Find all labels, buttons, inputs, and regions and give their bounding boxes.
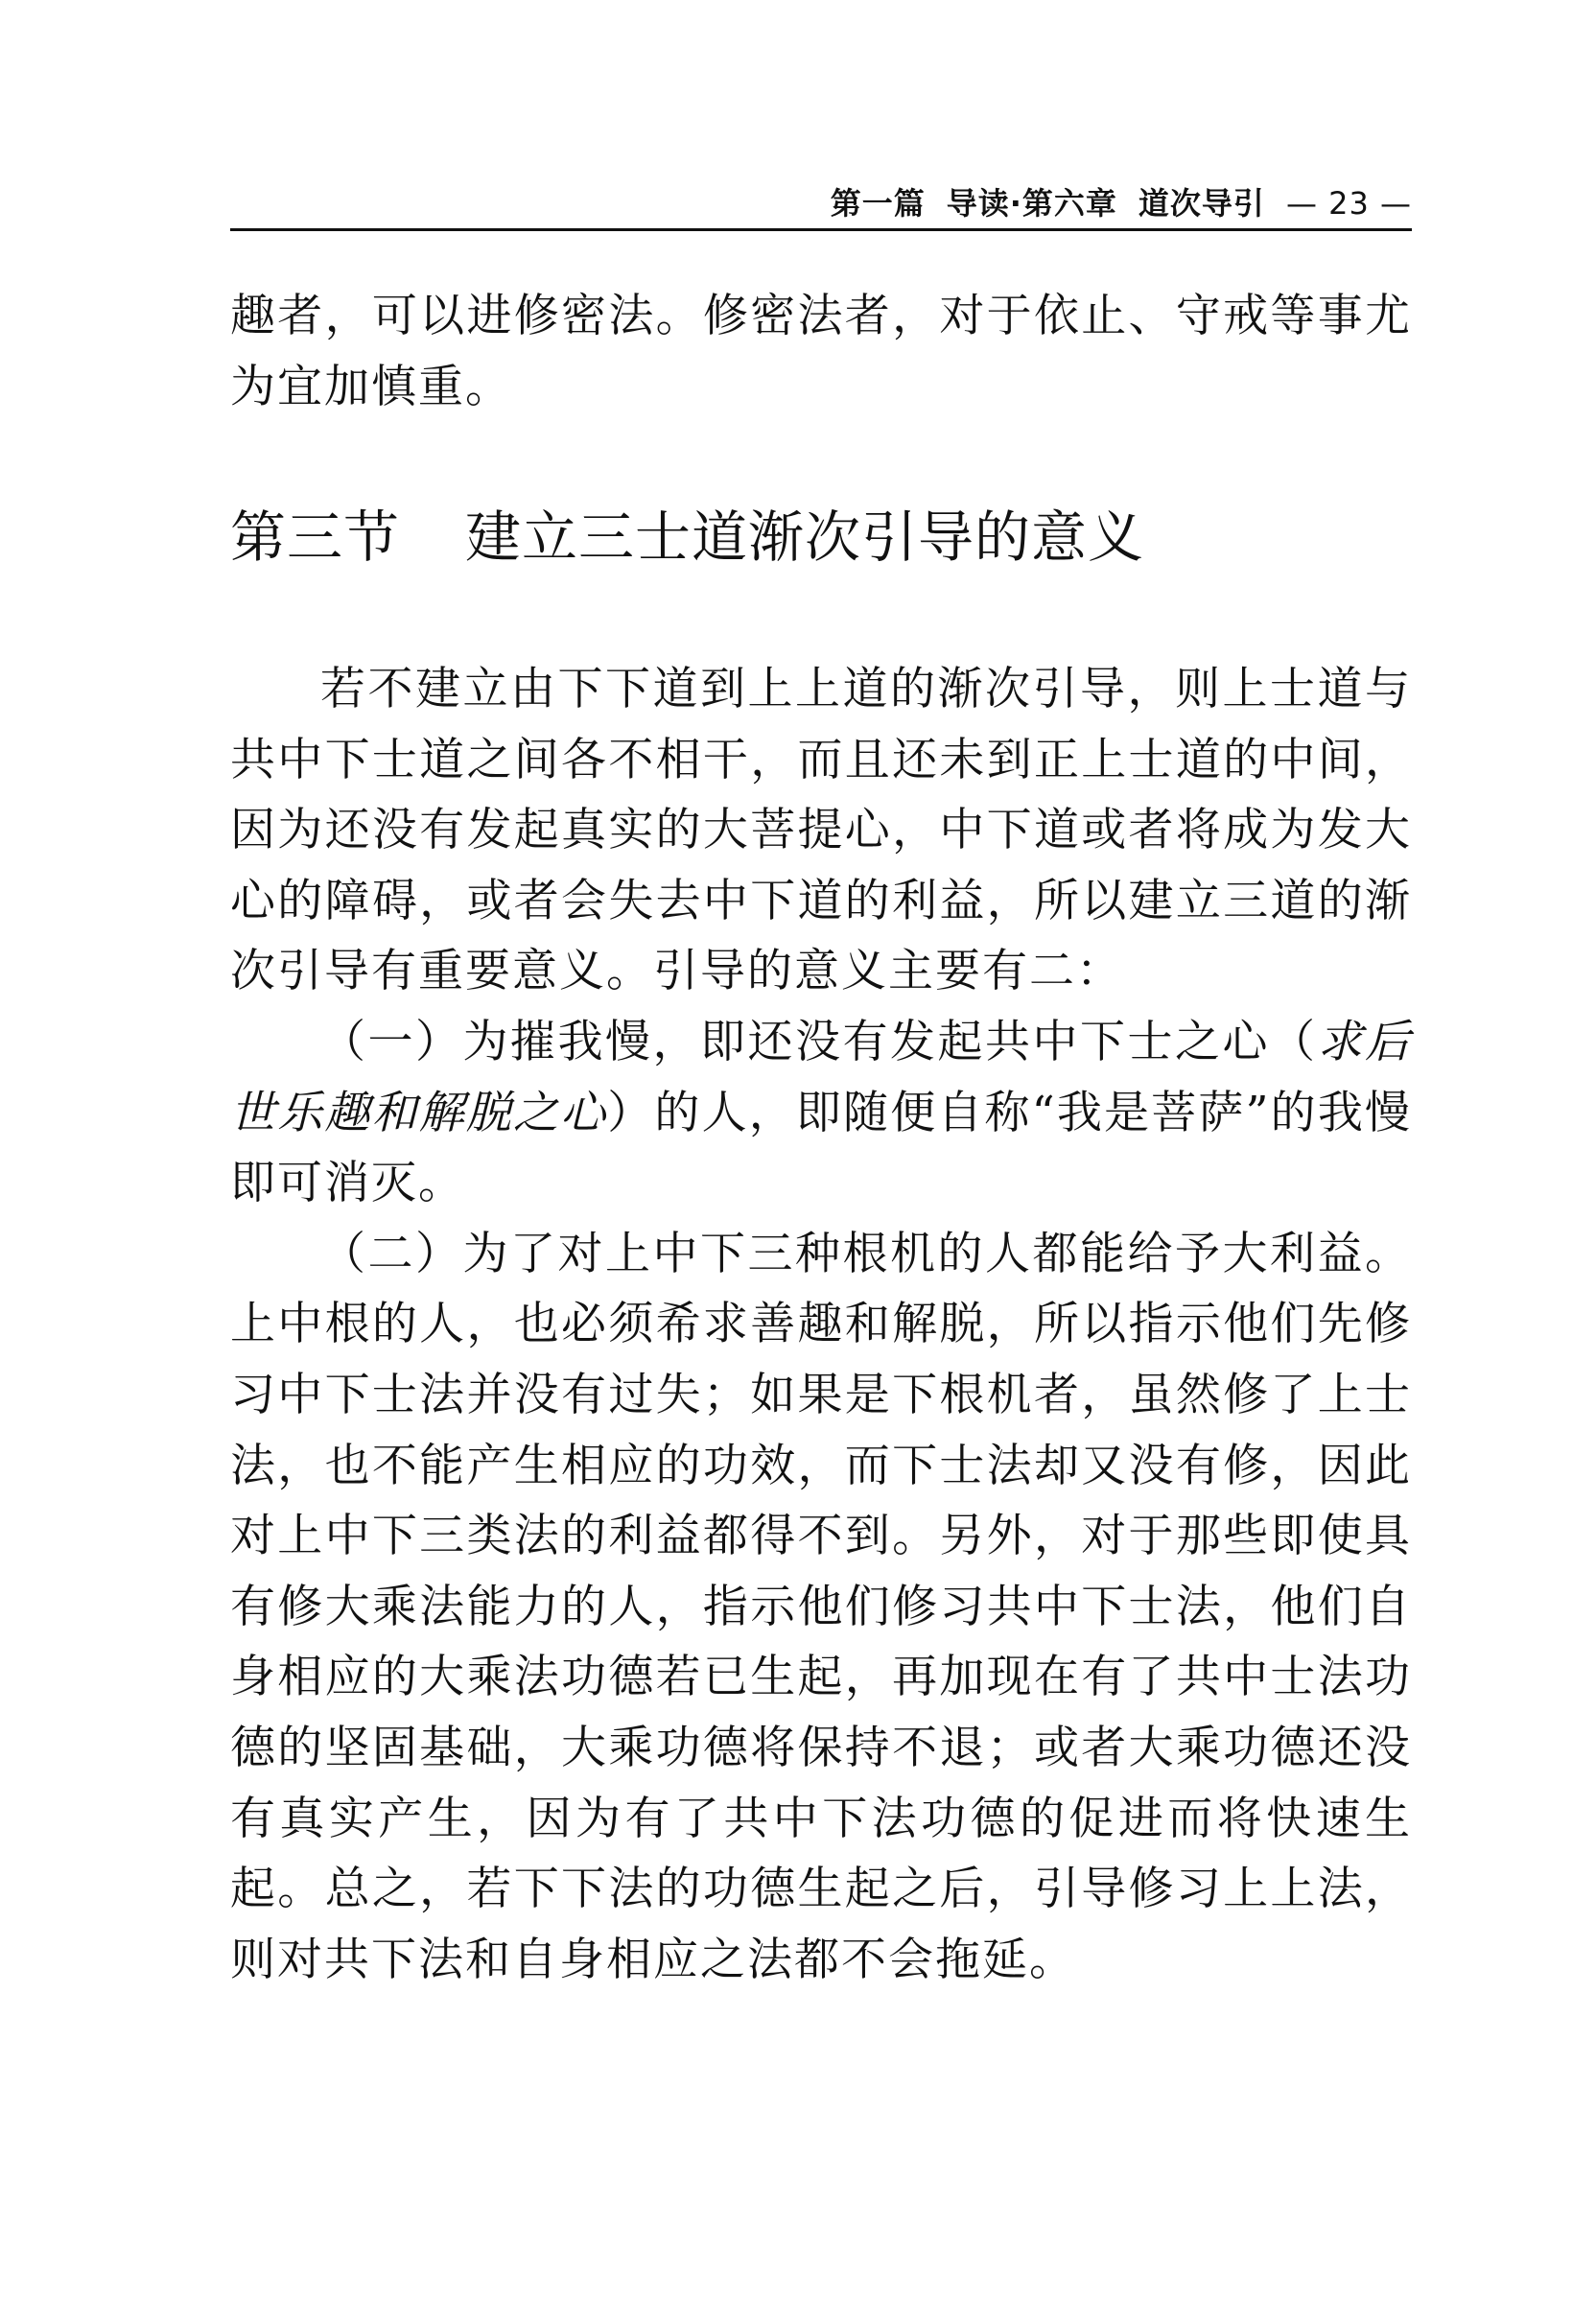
- header-section: 道次导引: [1138, 185, 1265, 222]
- point-one-text-a: （一）为摧我慢，即还没有发起共中下士之心（: [320, 1015, 1318, 1068]
- header-rule: [230, 228, 1412, 231]
- point-two-paragraph: （二）为了对上中下三种根机的人都能给予大利益。上中根的人，也必须希求善趣和解脱，所以指示他们先修习中下士法并没有过失；如果是下根机者，虽然修了上士法，也不能产生相应的功效，而下士法却又没有修，因此对上中下三类法的利益都得不到。另外，对于那些即使具有修大乘法能力的人，指示他们修习共中下士法，他们自身相应的大乘法功德若已生起，再加现在有了共中士法功德的坚固基础，大乘功德将保持不退；或者大乘功德还没有真实产生，因为有了共中下法功德的促进而将快速生起。总之，若下下法的功德生起之后，引导修习上上法，则对共下法和自身相应之法都不会拖延。: [230, 1227, 1412, 1986]
- section-body: [230, 654, 1412, 1995]
- point-one-paragraph: [230, 1007, 1412, 1219]
- page-number: — 23 —: [1285, 185, 1412, 222]
- header-subtitle: 导读·第六章: [946, 185, 1117, 222]
- continuation-paragraph: [230, 281, 1412, 422]
- section-heading: [230, 500, 1412, 574]
- continuation-text: 趣者，可以进修密法。修密法者，对于依止、守戒等事尤为宜加慎重。: [230, 290, 1412, 413]
- point-one-text-b: ）的人，即随便自称“我是菩萨”的我慢即可消灭。: [230, 1086, 1412, 1210]
- point-one-note: 求后世乐趣和解脱之心: [230, 1015, 1412, 1139]
- section-number: 第三节: [230, 504, 401, 570]
- header-part: 第一篇: [830, 185, 926, 222]
- running-header: [230, 182, 1412, 224]
- intro-paragraph: 若不建立由下下道到上上道的渐次引导，则上士道与共中下士道之间各不相干，而且还未到正上士道的中间，因为还没有发起真实的大菩提心，中下道或者将成为发大心的障碍，或者会失去中下道的利益，所以建立三道的渐次引导有重要意义。引导的意义主要有二：: [230, 663, 1412, 998]
- section-title: 建立三士道渐次引导的意义: [465, 504, 1145, 570]
